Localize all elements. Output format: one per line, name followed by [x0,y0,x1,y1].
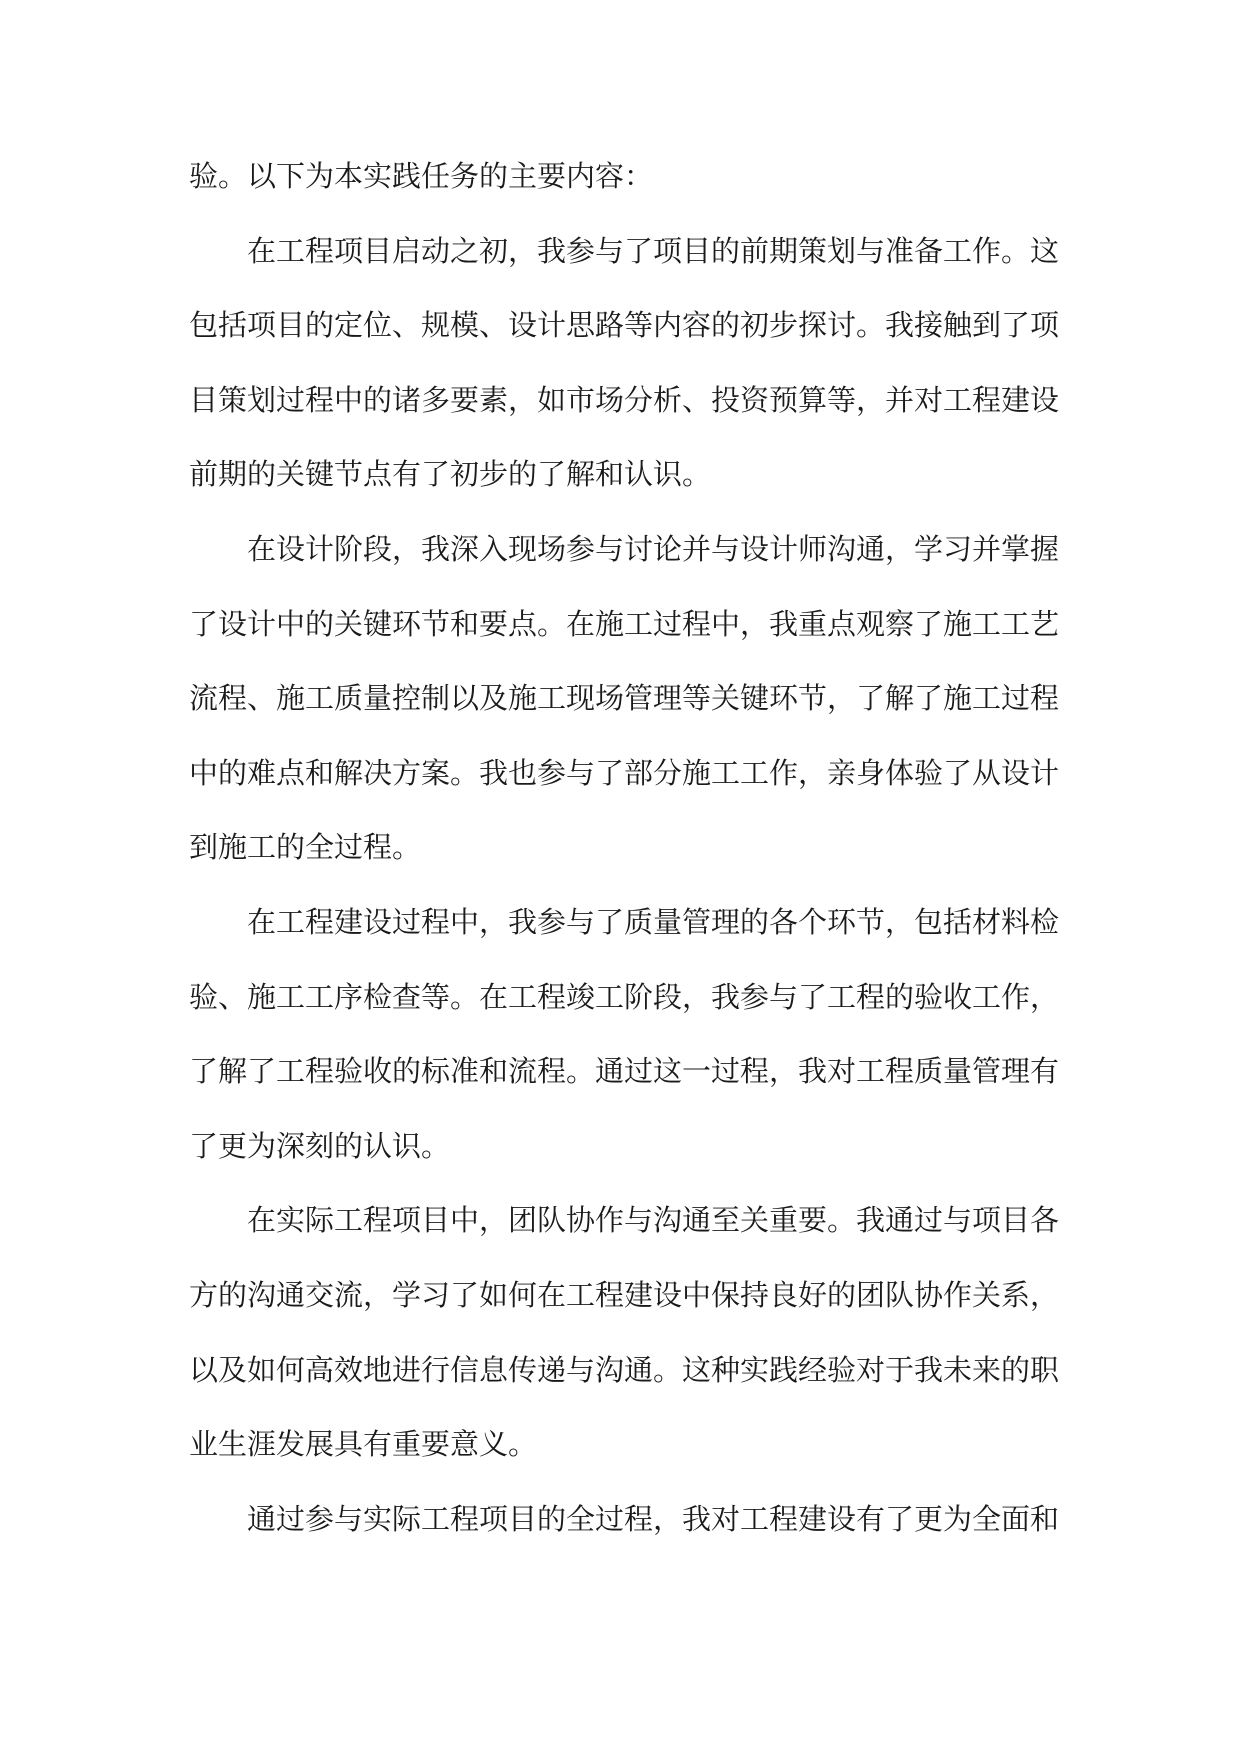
paragraph-teamwork: 在实际工程项目中，团队协作与沟通至关重要。我通过与项目各方的沟通交流，学习了如何在工程建设中保持良好的团队协作关系，以及如何高效地进行信息传递与沟通。这种实践经验对于我未来的职业生涯发展具有重要意义。 [189,1203,1060,1462]
paragraph-project-planning: 在工程项目启动之初，我参与了项目的前期策划与准备工作。这包括项目的定位、规模、设计思路等内容的初步探讨。我接触到了项目策划过程中的诸多要素，如市场分析、投资预算等，并对工程建设前期的关键节点有了初步的了解和认识。 [189,233,1060,492]
paragraph-quality-management: 在工程建设过程中，我参与了质量管理的各个环节，包括材料检验、施工工序检查等。在工程竣工阶段，我参与了工程的验收工作，了解了工程验收的标准和流程。通过这一过程，我对工程质量管理有了更为深刻的认识。 [189,904,1060,1163]
paragraph-continuation: 验。以下为本实践任务的主要内容： [189,159,654,193]
document-body [189,139,1059,1556]
paragraph-design-construction: 在设计阶段，我深入现场参与讨论并与设计师沟通，学习并掌握了设计中的关键环节和要点。在施工过程中，我重点观察了施工工艺流程、施工质量控制以及施工现场管理等关键环节，了解了施工过程中的难点和解决方案。我也参与了部分施工工作，亲身体验了从设计到施工的全过程。 [189,531,1060,865]
paragraph-conclusion-start: 通过参与实际工程项目的全过程，我对工程建设有了更为全面和 [247,1501,1060,1536]
